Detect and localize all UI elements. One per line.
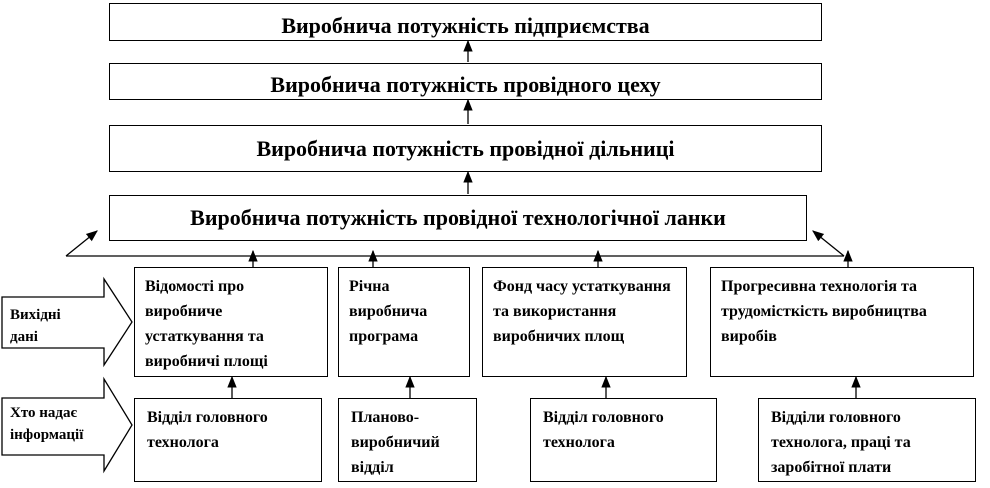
- enterprise-capacity-box: [109, 3, 822, 41]
- section-capacity-label: Виробнича потужність провідної дільниці: [256, 135, 675, 161]
- progressive-technology-label: Прогресивна технологія та трудомісткість виробництва виробів: [721, 278, 927, 345]
- technology-labor-wages-depts-box: [758, 398, 976, 482]
- chief-technologist-dept-label-2: Відділ головного технолога: [543, 409, 664, 451]
- equipment-info-label: Відомості про виробниче устаткування та виробничі площі: [145, 278, 268, 370]
- input-data-label: Вихідні дані: [10, 307, 61, 345]
- time-fund-label: Фонд часу устаткування та використання виробничих площ: [493, 278, 671, 345]
- annual-program-box: [338, 267, 470, 377]
- annual-program-label: Річна виробнича програма: [349, 278, 428, 345]
- tech-link-capacity-box: [109, 195, 807, 241]
- progressive-technology-box: [710, 267, 974, 377]
- who-provides-label: Хто надає інформації: [10, 405, 84, 443]
- technology-labor-wages-depts-label: Відділи головного технолога, праці та заробітної плати: [771, 409, 911, 476]
- tech-link-capacity-label: Виробнича потужність провідної технологічної ланки: [190, 205, 726, 230]
- workshop-capacity-label: Виробнича потужність провідного цеху: [270, 72, 661, 97]
- chief-technologist-dept-box-2: [530, 398, 717, 482]
- arrow-right-diagonal: [813, 231, 844, 256]
- equipment-info-box: [134, 267, 328, 377]
- chief-technologist-dept-box-1: [134, 398, 322, 482]
- time-fund-box: [482, 267, 687, 377]
- chief-technologist-dept-label-1: Відділ головного технолога: [147, 409, 268, 451]
- enterprise-capacity-label: Виробнича потужність підприємства: [281, 13, 650, 38]
- workshop-capacity-box: [109, 63, 822, 100]
- planning-production-dept-box: [338, 398, 477, 482]
- section-capacity-box: [109, 125, 822, 172]
- planning-production-dept-label: Планово-виробничий відділ: [351, 409, 440, 476]
- arrow-left-diagonal: [66, 231, 97, 256]
